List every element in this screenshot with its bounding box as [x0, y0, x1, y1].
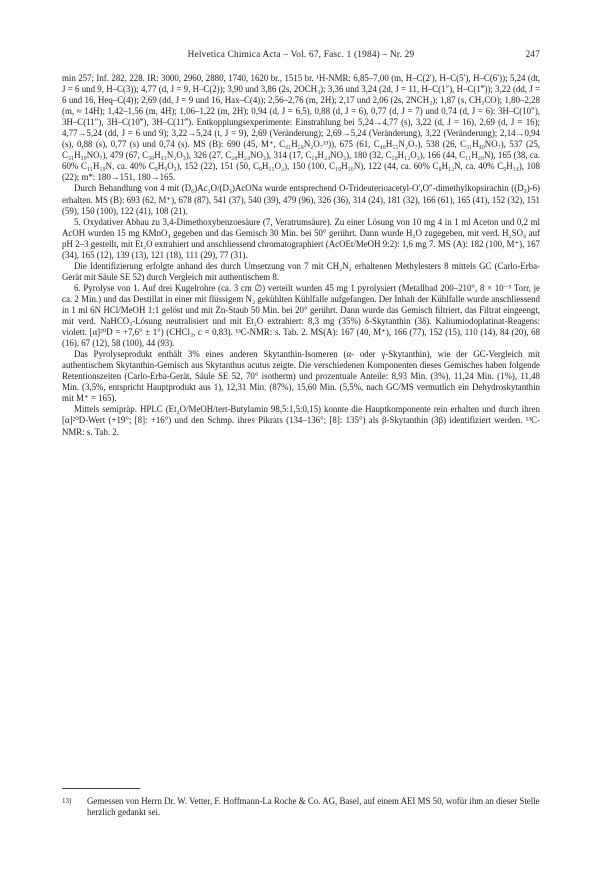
footnote-mark: 13): [62, 797, 72, 805]
paragraph-pyrolysis: 6. Pyrolyse von 1. Auf drei Kugelrohre (ca. 3 cm ∅) verteilt wurden 45 mg 1 pyrolysiert (Metallbad 200–210°, 8 × 10⁻⁵ Torr, je ca. 2 Min.) und das Destillat in einer mit flüssigem N₂ gekühlten Kühlfalle aufgefangen. Der Inhalt der Kühlfalle wurde anschliessend in 1 ml 6N HCl/MeOH 1:1 gelöst und mit Zn-Staub 50 Min. bei 20° gerührt. Dann wurde das Gemisch filtriert, das Filtrat eingeengt, mit verd. NaHCO₃-Lösung neutralisiert und mit Et₂O extrahiert: 8,3 mg (35%) δ-Skytanthin (3δ). Kaliumiodoplatinat-Reagens: violett. [α]²⁰D = +7,6° ± 1°) (CHCl₃, c = 0,83). ¹³C-NMR: s. Tab. 2. MS(A): 167 (40, M⁺), 166 (77), 152 (15), 110 (14), 84 (20), 68 (16), 67 (12), 58 (100), 44 (93).: [62, 282, 540, 349]
paragraph-nmr-ms-data: min 257; Inf. 282, 228. IR: 3000, 2960, 2880, 1740, 1620 br., 1515 br. ¹H-NMR: 6,85–7,00 (m, H–C(2′), H–C(5′), H–C(6′)); 5,24 (dt, J = 6 und 9, H–C(3)); 4,77 (d, J = 9, H–C(2)); 3,90 und 3,86 (2s, 2OCH₃); 3,36 und 3,24 (2d, J = 11, H–C(1″), H–C(1‴)); 3,22 (dd, J = 6 und 16, Heq–C(4)); 2,69 (dd, J = 9 und 16, Hax–C(4)); 2,56–2,76 (m, 2H); 2,17 und 2,06 (2s, 2NCH₃); 1,87 (s, CH₃CO); 1,80–2,28 (m, ≈ 14H); 1,42–1,56 (m, 4H); 1,06–1,22 (m, 2H); 0,94 (d, J = 6,5), 0,88 (d, J = 6), 0,77 (d, J = 7) und 0,74 (d, J = 6): 3H–C(10″), 3H–C(11″), 3H–C(10‴), 3H–C(11‴). Entkopplungsexperimente: Einstrahlung bei 5,24→4,77 (s), 3,22 (d, J = 16), 2,69 (d, J = 16); 4,77→5,24 (dd, J = 6 und 9); 3,22→5,24 (t, J = 9), 2,69 (Veränderung); 2,69→5,24 (Veränderung), 3,22 (Veränderung); 2,14→0,94 (s), 0,88 (s), 0,77 (s) und 0,74 (s). MS (B): 690 (45, M⁺, C₄₁H₅₈N₂O₇¹³)), 675 (61, C₄₀H₅₅N₂O₇), 538 (26, C₃₁H₄₀NO₇), 537 (25, C₃₁H₃₉NO₇), 479 (67, C₃₀H₄₃N₂O₃), 326 (27, C₂₀H₂₄NO₃), 314 (17, C₁₉H₂₄NO₃), 180 (32, C₁₀H₁₂O₃), 166 (44, C₁₁H₂₀N), 165 (38, ca. 60% C₁₁H₁₉N, ca. 40% C₉H₉O₃), 152 (22), 151 (50, C₉H₁₁O₂), 150 (100, C₁₀H₁₆N), 122 (44, ca. 60% C₈H₁₂N, ca. 40% C₉H₁₄), 108 (22); m*: 180→151, 180→165.: [62, 73, 540, 183]
paragraph-identification: Die Identifizierung erfolgte anhand des durch Umsetzung von 7 mit CH₂N₂ erhaltenen Methylesters 8 mittels GC (Carlo-Erba-Gerät mit Säule SE 52) durch Vergleich mit authentischem 8.: [62, 260, 540, 282]
footnote-separator: [62, 788, 140, 789]
footnote-text: Gemessen von Herrn Dr. W. Vetter, F. Hoffmann-La Roche & Co. AG, Basel, auf einem AEI MS 50, wofür ihm an dieser Stelle herzlich gedankt sei.: [87, 796, 540, 817]
paragraph-deuterium-labelling: Durch Behandlung von 4 mit (D₆)Ac₂O/(D₃)AcONa wurde entsprechend O-Trideuterioacetyl-O′,O″-dimethylkopsirachin ((D₃)-6) erhalten. MS (B): 693 (62, M⁺), 678 (87), 541 (37), 540 (39), 479 (96), 326 (36), 314 (24), 181 (32), 166 (61), 165 (41), 152 (32), 151 (59), 150 (100), 122 (41), 108 (21).: [62, 183, 540, 216]
paragraph-hplc: Mittels semipräp. HPLC (Et₂O/MeOH/tert-Butylamin 98,5:1,5:0,15) konnte die Hauptkomponente rein erhalten und durch ihren [α]²⁰D-Wert (+19°; [8]: +16°) und den Schmp. ihres Pikrats (134–136°; [8]: 135°) als β-Skytanthin (3β) identifiziert werden. ¹³C-NMR: s. Tab. 2.: [62, 404, 540, 437]
article-body: [62, 73, 540, 438]
page-number: 247: [525, 50, 540, 60]
running-header: [62, 50, 540, 64]
journal-title: Helvetica Chimica Acta – Vol. 67, Fasc. 1 (1984) – Nr. 29: [187, 50, 415, 60]
footnote: [62, 796, 540, 818]
paragraph-oxidative-degradation: 5. Oxydativer Abbau zu 3,4-Dimethoxybenzoesäure (7, Veratrumsäure). Zu einer Lösung von 10 mg 4 in 1 ml Aceton und 0,2 ml AcOH wurden 15 mg KMnO₄ gegeben und das Gemisch 30 Min. bei 50° gerührt. Dann wurde H₂O zugegeben, mit verd. H₂SO₄ auf pH 2–3 gestellt, mit Et₂O extrahiert und anschliessend chromatographiert (AcOEt/MeOH 9:2): 1,6 mg 7. MS (A): 182 (100, M⁺), 167 (34), 165 (12), 139 (13), 121 (18), 111 (29), 77 (31).: [62, 216, 540, 260]
paragraph-pyrolysis-product: Das Pyrolyseprodukt enthält 3% eines anderen Skytanthin-Isomeren (α- oder γ-Skytanthin), wie der GC-Vergleich mit authentischem Skytanthin-Gemisch aus Skytanthus acutus zeigte. Die verschiedenen Komponenten dieses Gemisches haben folgende Retentionszeiten (Carlo-Erba-Gerät, Säule SE 52, 70° isotherm) und prozentuale Anteile: 8,93 Min. (3%), 11,24 Min. (1%), 11,48 Min. (3,5%, entspricht Hauptprodukt aus 1), 12,31 Min. (87%), 15,60 Min. (5,5%, nach GC/MS vermutlich ein Dehydroskytanthin mit M⁺ = 165).: [62, 349, 540, 404]
